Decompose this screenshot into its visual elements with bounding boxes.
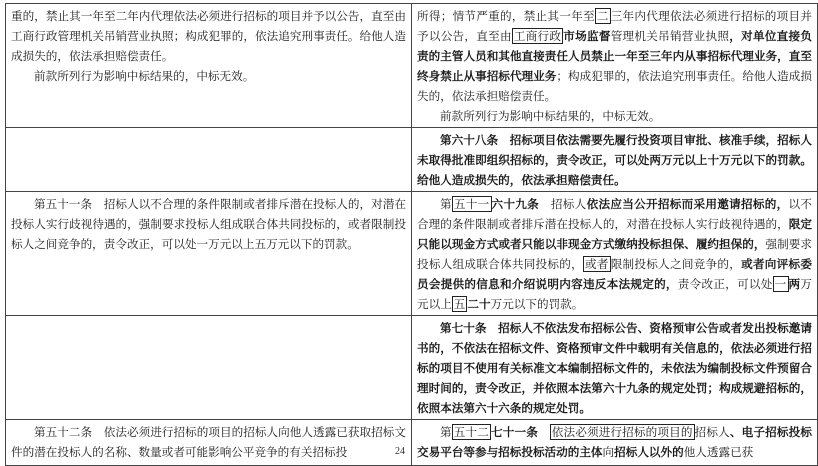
new-text-cell — [412, 420, 818, 466]
deleted-text-box: 五十二 — [453, 425, 489, 439]
page-number: 24 — [395, 446, 405, 457]
article-71: 第 五十二 七十一条 依法必须进行招标的项目的 招标人、电子招标投标交易平台等参与招标投标活动的主体向招标人以外的他人透露已获 — [417, 425, 812, 459]
added-text: ，对单位直接负责的主管人员和其他直接责任人员禁止一年至三年内从事招标代理业务，直至终身禁止从事招标代理业务 — [417, 29, 812, 83]
comparison-table — [5, 3, 818, 466]
article-70: 第七十条 招标人不依法发布招标公告、资格预审公告或者发出投标邀请书的，不依法在招标文件、资格预审文件中载明有关信息的，依法必须进行招标的项目不使用有关标准文本编制招标文件的，未依法为编制投标文件预留合理时间的，责令改正，并依照本法第六十九条的规定处罚；构成规避招标的，依照本法第六十六条的规定处罚。 — [417, 321, 812, 415]
new-text-cell — [412, 4, 818, 128]
deleted-text-box: 五 — [453, 297, 466, 311]
paragraph: 所得；情节严重的，禁止其一年至 二 三年内代理依法必须进行招标的项目并予以公告，直至由 工商行政 市场监督管理机关吊销营业执照，对单位直接负责的主管人员和其他直接责任人员禁止一年至三年内从事招标代理业务，直至终身禁止从事招标代理业务；构成犯罪的，依法追究刑事责任。给他人造成损失的，依法承担赔偿责任。 — [417, 9, 812, 103]
deleted-text-box: 五十一 — [453, 197, 490, 211]
new-text-cell — [412, 128, 818, 192]
article-52-old: 第五十二条 依法必须进行招标的项目的招标人向他人透露已获取招标文件的潜在投标人的名称、数量或者可能影响公平竞争的有关招标投 — [11, 425, 406, 459]
document-page — [5, 3, 812, 466]
article-51-old: 第五十一条 招标人以不合理的条件限制或者排斥潜在投标人的，对潜在投标人实行歧视待遇的，强制要求投标人组成联合体共同投标的，或者限制投标人之间竞争的，责令改正，可以处一万元以上五万元以下的罚款。 — [11, 197, 406, 251]
table-row — [6, 316, 818, 420]
old-text-cell — [6, 4, 412, 128]
deleted-text-box: 依法必须进行招标的项目的 — [551, 425, 693, 439]
table-row — [6, 420, 818, 466]
new-text-cell — [412, 192, 818, 316]
deleted-text-box: 二 — [596, 9, 609, 23]
table-row — [6, 128, 818, 192]
old-text-cell — [6, 420, 412, 466]
paragraph: 前款所列行为影响中标结果的，中标无效。 — [440, 109, 661, 123]
table-row — [6, 4, 818, 128]
deleted-text-box: 工商行政 — [513, 29, 562, 43]
old-text-cell — [6, 316, 412, 420]
new-text-cell — [412, 316, 818, 420]
paragraph: 前款所列行为影响中标结果的，中标无效。 — [34, 69, 255, 83]
paragraph: 重的，禁止其一年至二年内代理依法必须进行招标的项目并予以公告，直至由工商行政管理机关吊销营业执照；构成犯罪的，依法追究刑事责任。给他人造成损失的，依法承担赔偿责任。 — [11, 9, 406, 63]
deleted-text-box: 或者 — [584, 257, 609, 271]
table-row — [6, 192, 818, 316]
deleted-text-box: 一 — [774, 277, 787, 291]
article-68: 第六十八条 招标项目依法需要先履行投资项目审批、核准手续，招标人未取得批准即组织招标的，责令改正，可以处两万元以上十万元以下的罚款。给他人造成损失的，依法承担赔偿责任。 — [417, 133, 812, 187]
old-text-cell — [6, 192, 412, 316]
article-69: 第 五十一 六十九条 招标人依法应当公开招标而采用邀请招标的，以不合理的条件限制或者排斥潜在投标人的，对潜在投标人实行歧视待遇的，限定只能以现金方式或者只能以非现金方式缴纳投标担保、履约担保的，强制要求投标人组成联合体共同投标的， 或者 限制投标人之间竞争的，或者向评标委员会提供的信息和介绍说明内容违反本法规定的，责令改正，可以处 一 两万元以上 五 二十万元以下的罚款。 — [417, 197, 812, 311]
old-text-cell — [6, 128, 412, 192]
added-text: 市场监督 — [563, 29, 611, 43]
